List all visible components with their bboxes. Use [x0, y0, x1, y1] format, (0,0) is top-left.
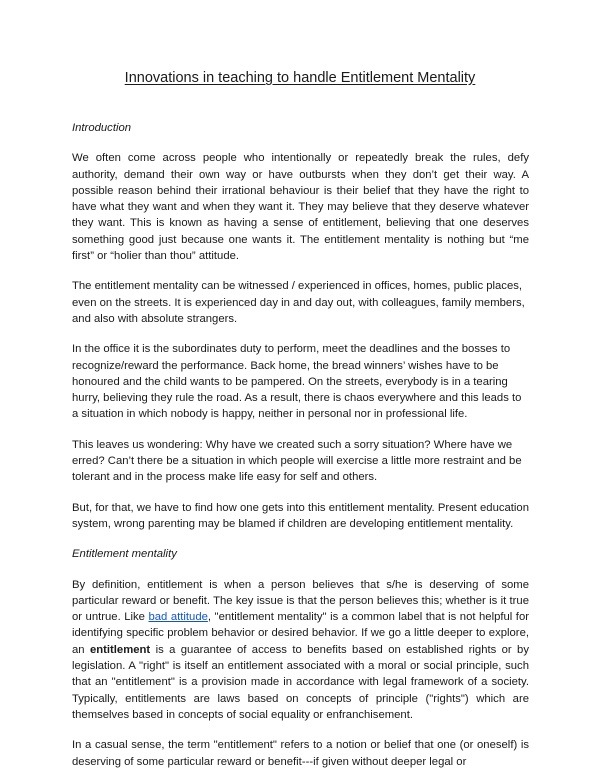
entitlement-paragraph-1 — [72, 577, 529, 724]
section-heading-introduction: Introduction — [72, 122, 132, 134]
intro-paragraph-2: The entitlement mentality can be witnessed / experienced in offices, homes, public places, even on the streets. It is experienced day in and day out, with colleagues, family members, and also with absolute strangers. — [72, 280, 525, 325]
entitlement-paragraph-2: In a casual sense, the term "entitlement" refers to a notion or belief that one (or oneself) is deserving of some particular reward or benefit---if given without deeper legal or — [72, 739, 529, 768]
bad-attitude-link[interactable]: bad attitude — [148, 611, 208, 624]
intro-paragraph-4: This leaves us wondering: Why have we created such a sorry situation? Where have we erred? Can’t there be a situation in which people will exercise a little more restraint and be tolerant and in the process make life easy for self and others. — [72, 438, 522, 484]
intro-paragraph-1: We often come across people who intentionally or repeatedly break the rules, defy authority, demand their own way or have outbursts when they don’t get their way. A possible reason behind their irrational behaviour is their belief that they have the right to have what they want and when they want it. They may believe that they deserve whatever they want. This is known as having a sense of entitlement, believing that one deserves something good just because one wants it. The entitlement mentality is nothing but “me first” or “holier than thou” attitude. — [72, 152, 529, 263]
entitlement-bold-term: entitlement — [89, 643, 151, 656]
entitlement-p1-text-b: , "entitlement mentality" is a common label that is not helpful for identifying specific problem behavior or desired behavior. If we go a little deeper to explore, an — [72, 611, 529, 656]
intro-paragraph-5: But, for that, we have to find how one gets into this entitlement mentality. Present education system, wrong parenting may be blamed if children are developing entitlement mentality. — [72, 501, 529, 530]
entitlement-p1-text-a: By definition, entitlement is when a person believes that s/he is deserving of some particular reward or benefit. The key issue is that the person believes this; whether is it true or untrue. Like — [72, 578, 529, 624]
entitlement-p1-text-c: is a guarantee of access to benefits based on established rights or by legislation. A "right" is itself an entitlement associated with a moral or social principle, such that an "entitlement" is a provision made in accordance with legal framework of a society. Typically, entitlements are laws based on concepts of principle ("rights") which are themselves based in concepts of social equality or enfranchisement. — [72, 643, 529, 721]
document-body — [72, 120, 529, 776]
intro-paragraph-3: In the office it is the subordinates duty to perform, meet the deadlines and the bosses to recognize/reward the performance. Back home, the bread winners’ wishes have to be honoured and the child wants to be pampered. On the streets, everybody is in a tearing hurry, believing they rule the road. As a result, there is chaos everywhere and this leads to a situation in which nobody is happy, neither in personal nor in professional life. — [72, 343, 522, 421]
section-heading-entitlement: Entitlement mentality — [72, 548, 177, 561]
document-title: Innovations in teaching to handle Entitlement Mentality — [124, 70, 476, 86]
